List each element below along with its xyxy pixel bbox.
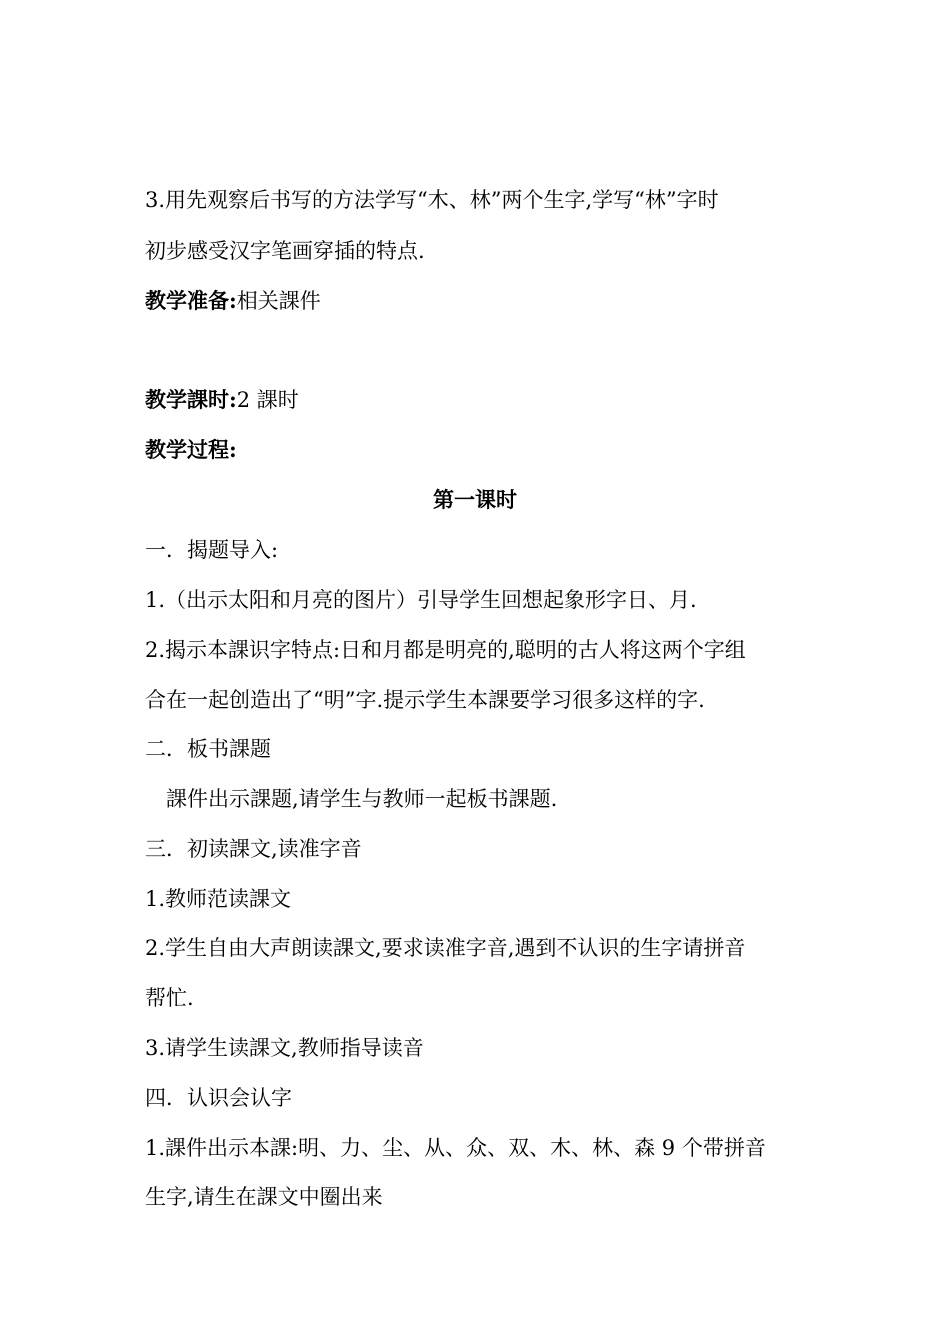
periods-label: 教学課时:: [145, 387, 237, 412]
preparation-label: 教学准备:: [145, 288, 237, 313]
teaching-periods: [145, 385, 299, 415]
teaching-preparation: [145, 286, 321, 316]
lesson-title: 第一课时: [433, 487, 517, 512]
teaching-process-label: 教学过程:: [145, 437, 237, 462]
section-4-heading: 四．认识会认字: [145, 1086, 292, 1110]
section-3-item-2-line-1: 2.学生自由大声朗读課文,要求读准字音,遇到不认识的生字请拼音: [145, 936, 746, 960]
section-2-text: 課件出示課题,请学生与教师一起板书課题.: [166, 787, 558, 811]
section-2-heading: 二．板书課题: [145, 737, 271, 761]
section-3-item-1: 1.教师范读課文: [145, 887, 292, 911]
section-1-item-2-line-1: 2.揭示本課识字特点:日和月都是明亮的,聪明的古人将这两个字组: [145, 638, 746, 662]
section-4-item-1-line-1: 1.課件出示本課:明、力、尘、从、众、双、木、林、森 9 个带拼音: [145, 1136, 766, 1160]
section-1-item-2-line-2: 合在一起创造出了“明”字.提示学生本課要学习很多这样的字.: [145, 688, 705, 712]
objective-3-line-1: 3.用先观察后书写的方法学写“木、林”两个生字,学写“林”字时: [145, 188, 719, 212]
section-3-item-3: 3.请学生读課文,教师指导读音: [145, 1036, 424, 1060]
section-4-item-1-line-2: 生字,请生在課文中圈出来: [145, 1185, 383, 1209]
section-3-item-2-line-2: 帮忙.: [145, 986, 194, 1010]
section-1-item-1: 1.（出示太阳和月亮的图片）引导学生回想起象形字日、月.: [145, 588, 697, 612]
preparation-value: 相关課件: [236, 289, 321, 313]
periods-value: 2 課时: [236, 388, 299, 412]
objective-3-line-2: 初步感受汉字笔画穿插的特点.: [145, 239, 425, 263]
section-1-heading: 一．揭题导入:: [145, 538, 279, 562]
section-3-heading: 三．初读課文,读准字音: [145, 837, 362, 861]
